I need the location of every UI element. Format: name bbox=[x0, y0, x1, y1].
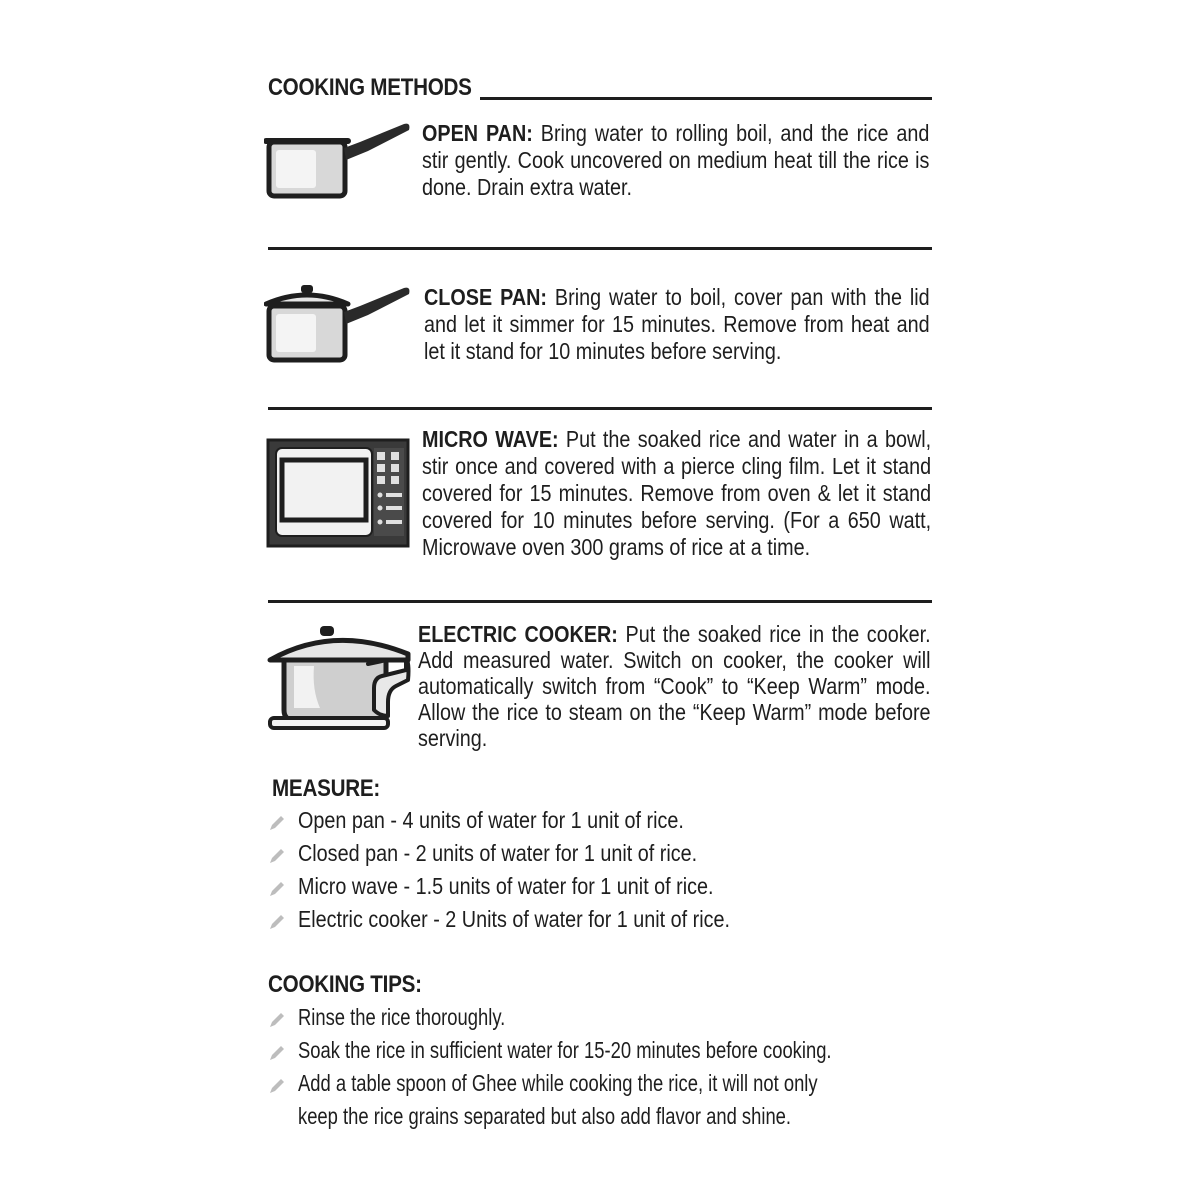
tip-continuation: keep the rice grains separated but also add flavor and shine. bbox=[298, 1103, 792, 1129]
saucepan-icon bbox=[264, 118, 414, 202]
pencil-bullet-icon bbox=[268, 1044, 286, 1062]
method-description: Bring water to rolling boil, and the rice and stir gently. Cook uncovered on medium heat till the rice is done. Drain extra water. bbox=[422, 120, 930, 200]
tips-heading: COOKING TIPS: bbox=[268, 971, 422, 998]
pencil-bullet-icon bbox=[268, 847, 286, 865]
method-label: ELECTRIC COOKER: bbox=[418, 621, 618, 647]
method-description: Bring water to boil, cover pan with the lid and let it simmer for 15 minutes. Remove from heat and let it stand for 10 minutes before serving. bbox=[424, 284, 930, 364]
measure-item: Micro wave - 1.5 units of water for 1 unit of rice. bbox=[298, 873, 714, 899]
method-label: MICRO WAVE: bbox=[422, 426, 559, 452]
tip-item: Soak the rice in sufficient water for 15-20 minutes before cooking. bbox=[298, 1037, 832, 1063]
measure-heading: MEASURE: bbox=[272, 775, 381, 802]
method-electric-cooker bbox=[418, 621, 931, 751]
method-open-pan bbox=[422, 120, 929, 201]
pencil-bullet-icon bbox=[268, 880, 286, 898]
method-description: Put the soaked rice and water in a bowl, stir once and covered with a pierce cling film. Let it stand covered for 15 minutes. Remove from oven & let it stand covered for 10 minutes before serving. (For a 650 watt, Microwave oven 300 grams of rice at a time. bbox=[422, 426, 932, 560]
measure-item: Open pan - 4 units of water for 1 unit of rice. bbox=[298, 807, 684, 833]
covered-saucepan-icon bbox=[264, 282, 414, 366]
microwave-icon bbox=[266, 438, 410, 548]
measure-item: Closed pan - 2 units of water for 1 unit of rice. bbox=[298, 840, 698, 866]
pencil-bullet-icon bbox=[268, 1077, 286, 1095]
page-title: COOKING METHODS bbox=[268, 74, 472, 101]
pencil-bullet-icon bbox=[268, 814, 286, 832]
method-label: CLOSE PAN: bbox=[424, 284, 547, 310]
pencil-bullet-icon bbox=[268, 913, 286, 931]
method-label: OPEN PAN: bbox=[422, 120, 533, 146]
pencil-bullet-icon bbox=[268, 1011, 286, 1029]
section-divider bbox=[268, 407, 932, 410]
title-underline bbox=[480, 97, 932, 100]
section-divider bbox=[268, 247, 932, 250]
method-micro-wave bbox=[422, 426, 931, 561]
method-close-pan bbox=[424, 284, 930, 365]
rice-cooker-icon bbox=[264, 620, 414, 732]
measure-item: Electric cooker - 2 Units of water for 1 unit of rice. bbox=[298, 906, 731, 932]
tip-item: Add a table spoon of Ghee while cooking the rice, it will not only bbox=[298, 1070, 818, 1096]
method-description: Put the soaked rice in the cooker. Add measured water. Switch on cooker, the cooker will automatically switch from “Cook” to “Keep Warm” mode. Allow the rice to steam on the “Keep Warm” mode before serving. bbox=[418, 621, 931, 751]
section-divider bbox=[268, 600, 932, 603]
tip-item: Rinse the rice thoroughly. bbox=[298, 1004, 506, 1030]
